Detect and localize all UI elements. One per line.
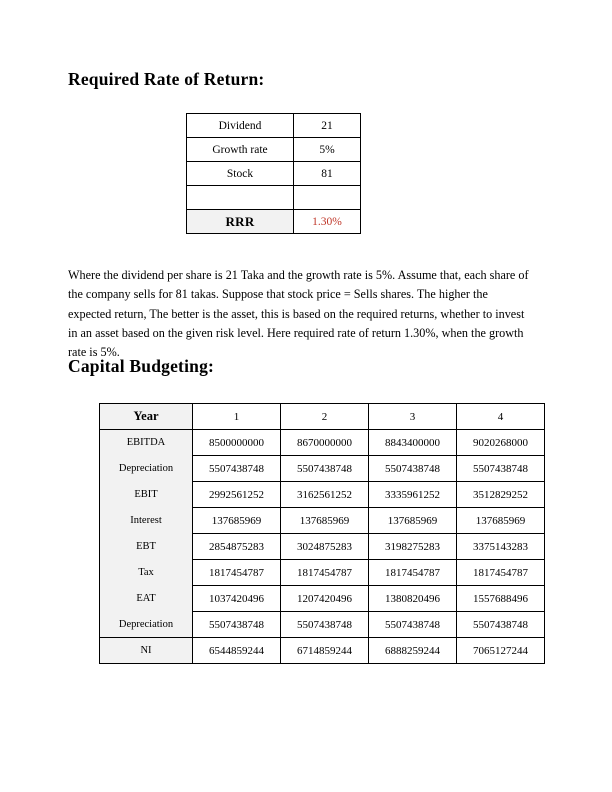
table-row [187, 138, 361, 162]
rrr-row-value [294, 186, 361, 210]
row-label: Interest [100, 508, 193, 534]
rrr-row-label: Growth rate [187, 138, 294, 162]
rrr-row-value: 81 [294, 162, 361, 186]
table-row-blank [187, 186, 361, 210]
table-cell: 137685969 [281, 508, 369, 534]
table-cell: 137685969 [369, 508, 457, 534]
table-row [100, 482, 545, 508]
table-row [100, 586, 545, 612]
table-cell: 6544859244 [193, 638, 281, 664]
table-cell: 3162561252 [281, 482, 369, 508]
table-cell: 3335961252 [369, 482, 457, 508]
required-rate-of-return-table [186, 113, 361, 234]
rrr-total-value: 1.30% [294, 210, 361, 234]
table-cell: 1817454787 [281, 560, 369, 586]
row-label: EBT [100, 534, 193, 560]
table-cell: 5507438748 [457, 612, 545, 638]
row-label: EBIT [100, 482, 193, 508]
column-header-year-4: 4 [457, 404, 545, 430]
table-cell: 3198275283 [369, 534, 457, 560]
table-cell: 1557688496 [457, 586, 545, 612]
table-cell: 1817454787 [369, 560, 457, 586]
rrr-row-label [187, 186, 294, 210]
page-title-capital-budgeting: Capital Budgeting: [68, 356, 215, 376]
table-cell: 1380820496 [369, 586, 457, 612]
table-cell: 6888259244 [369, 638, 457, 664]
table-cell: 1817454787 [193, 560, 281, 586]
row-label: EAT [100, 586, 193, 612]
table-cell: 6714859244 [281, 638, 369, 664]
table-row [100, 638, 545, 664]
table-cell: 137685969 [193, 508, 281, 534]
table-cell: 1207420496 [281, 586, 369, 612]
table-cell: 7065127244 [457, 638, 545, 664]
required-rate-of-return-paragraph: Where the dividend per share is 21 Taka and the growth rate is 5%. Assume that, each share of the company sells for 81 takas. Suppose that stock price = Sells shares. The higher the expected return, The better is the asset, this is based on the required returns, whether to invest in an asset based on the given risk level. Here required rate of return 1.30%, when the growth rate is 5%. [68, 268, 529, 360]
table-cell: 3512829252 [457, 482, 545, 508]
column-header-year-2: 2 [281, 404, 369, 430]
table-cell: 2854875283 [193, 534, 281, 560]
table-cell: 2992561252 [193, 482, 281, 508]
rrr-total-label: RRR [187, 210, 294, 234]
table-row [100, 456, 545, 482]
row-label: Depreciation [100, 456, 193, 482]
capital-budgeting-table [99, 403, 545, 664]
table-cell: 137685969 [457, 508, 545, 534]
table-row [100, 508, 545, 534]
row-label: EBITDA [100, 430, 193, 456]
table-cell: 3375143283 [457, 534, 545, 560]
table-cell: 5507438748 [457, 456, 545, 482]
table-row [100, 560, 545, 586]
column-header-year: Year [100, 404, 193, 430]
column-header-year-1: 1 [193, 404, 281, 430]
table-cell: 5507438748 [369, 612, 457, 638]
table-row-total [187, 210, 361, 234]
column-header-year-3: 3 [369, 404, 457, 430]
table-row [187, 162, 361, 186]
table-cell: 1037420496 [193, 586, 281, 612]
rrr-row-value: 21 [294, 114, 361, 138]
table-row [100, 612, 545, 638]
table-cell: 5507438748 [369, 456, 457, 482]
table-cell: 8843400000 [369, 430, 457, 456]
rrr-row-label: Stock [187, 162, 294, 186]
table-header-row [100, 404, 545, 430]
row-label: Tax [100, 560, 193, 586]
page-title-required-rate-of-return: Required Rate of Return: [68, 69, 265, 89]
table-cell: 5507438748 [193, 456, 281, 482]
row-label: Depreciation [100, 612, 193, 638]
table-row [100, 534, 545, 560]
table-row [187, 114, 361, 138]
table-cell: 5507438748 [193, 612, 281, 638]
table-cell: 8670000000 [281, 430, 369, 456]
rrr-row-value: 5% [294, 138, 361, 162]
table-cell: 9020268000 [457, 430, 545, 456]
table-cell: 3024875283 [281, 534, 369, 560]
table-row [100, 430, 545, 456]
table-cell: 8500000000 [193, 430, 281, 456]
row-label: NI [100, 638, 193, 664]
table-cell: 5507438748 [281, 612, 369, 638]
table-cell: 5507438748 [281, 456, 369, 482]
rrr-row-label: Dividend [187, 114, 294, 138]
table-cell: 1817454787 [457, 560, 545, 586]
